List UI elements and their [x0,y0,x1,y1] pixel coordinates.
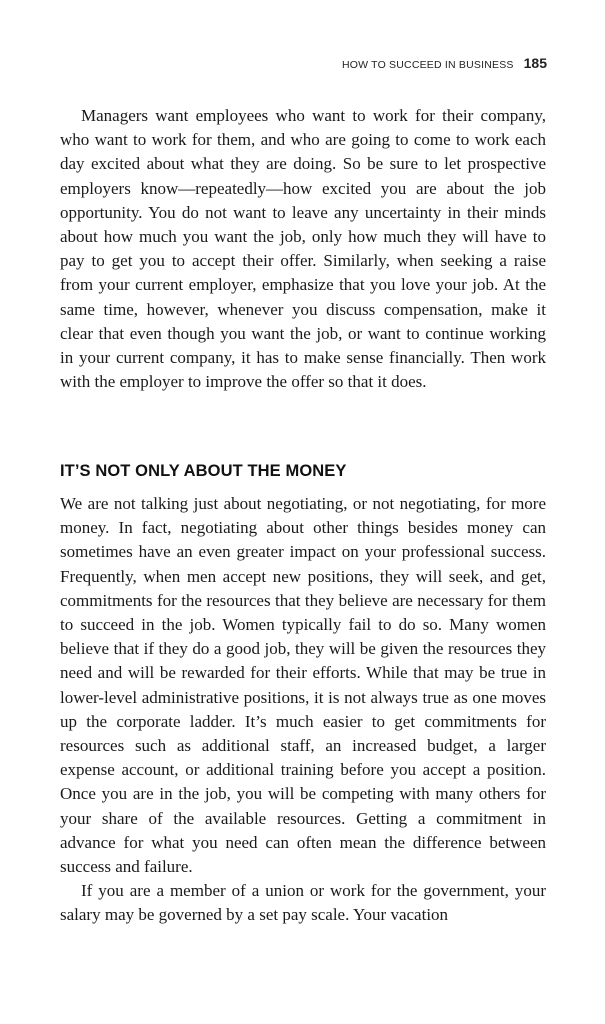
paragraph: Managers want employees who want to work for their company, who want to work for them, and who are going to come to work each day excited about what they are doing. So be sure to let prospective employers know—repeatedly—how excited you are about the job opportunity. You do not want to leave any uncertainty in their minds about how much you want the job, only how much they will have to pay to get you to accept their offer. Similarly, when seeking a raise from your current employer, emphasize that you love your job. At the same time, however, whenever you discuss compensation, make it clear that even though you want the job, or want to continue working in your current company, it has to make sense financially. Then work with the employer to improve the offer so that it does. [60,106,546,392]
section-text-block [60,492,546,928]
running-head [342,55,547,71]
paragraph: If you are a member of a union or work for the government, your salary may be governed by a set pay scale. Your vacation [60,881,546,925]
section-heading: IT’S NOT ONLY ABOUT THE MONEY [60,462,347,480]
page-number: 185 [523,55,547,71]
intro-text-block [60,104,546,394]
paragraph: We are not talking just about negotiating, or not negotiating, for more money. In fact, negotiating about other things besides money can sometimes have an even greater impact on your professional success. Frequently, when men accept new positions, they will seek, and get, commitments for the resources that they believe are necessary for them to succeed in the job. Women typically fail to do so. Many women believe that if they do a good job, they will be given the resources they need and will be rewarded for their efforts. While that may be true in lower-level administrative positions, it is not always true as one moves up the corporate ladder. It’s much easier to get commitments for resources such as additional staff, an increased budget, a larger expense account, or additional training before you accept a position. Once you are in the job, you will be competing with many others for your share of the available resources. Getting a commitment in advance for what you need can often mean the difference between success and failure. [60,494,546,877]
running-head-title: HOW TO SUCCEED IN BUSINESS [341,59,514,71]
